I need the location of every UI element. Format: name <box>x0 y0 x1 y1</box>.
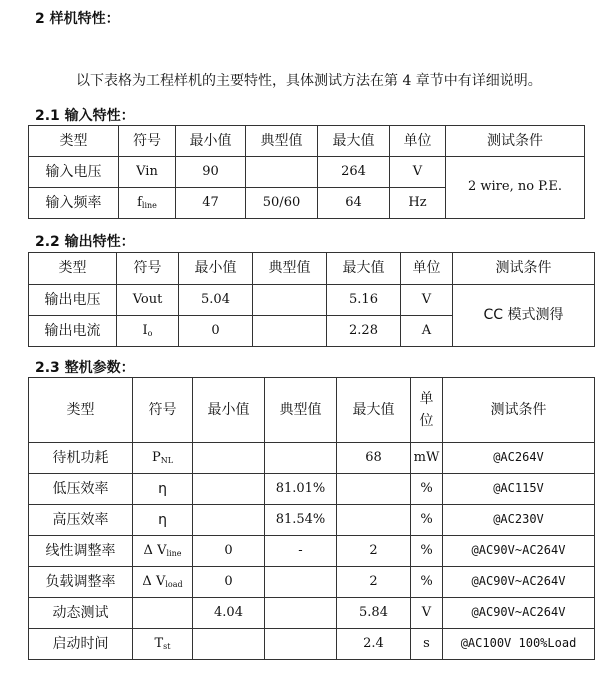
system-min <box>193 629 265 660</box>
input-typ: 50/60 <box>246 188 318 219</box>
header-typ: 典型值 <box>246 126 318 157</box>
system-unit: s <box>411 629 443 660</box>
system-symbol: Δ $V_{line}$ <box>133 536 193 567</box>
system-type: 启动时间 <box>29 629 133 660</box>
header-cond: 测试条件 <box>443 378 595 443</box>
output-typ <box>253 285 327 316</box>
header-max: 最大值 <box>318 126 390 157</box>
system-table <box>28 377 595 660</box>
system-conditions: @AC100V 100%Load <box>443 629 595 660</box>
system-type: 高压效率 <box>29 505 133 536</box>
system-max: 2 <box>337 567 411 598</box>
system-min <box>193 505 265 536</box>
output-unit: V <box>401 285 453 316</box>
system-type: 待机功耗 <box>29 443 133 474</box>
system-unit: % <box>411 505 443 536</box>
output-typ <box>253 316 327 347</box>
header-unit: 单 位 <box>411 378 443 443</box>
header-max: 最大值 <box>337 378 411 443</box>
system-symbol <box>133 598 193 629</box>
header-symbol: 符号 <box>133 378 193 443</box>
system-unit: mW <box>411 443 443 474</box>
system-symbol: η <box>133 474 193 505</box>
system-typ <box>265 629 337 660</box>
header-typ: 典型值 <box>265 378 337 443</box>
system-min <box>193 474 265 505</box>
system-min <box>193 443 265 474</box>
header-symbol: 符号 <box>117 253 179 285</box>
header-unit: 单位 <box>390 126 446 157</box>
system-typ <box>265 598 337 629</box>
output-min: 0 <box>179 316 253 347</box>
system-max: 2.4 <box>337 629 411 660</box>
input-section-title: 2.1 输入特性： <box>35 108 135 124</box>
output-conditions: CC 模式测得 <box>453 285 595 347</box>
input-conditions: 2 wire, no P.E. <box>446 157 585 219</box>
input-table <box>28 125 585 219</box>
system-max: 2 <box>337 536 411 567</box>
output-symbol: Vout <box>117 285 179 316</box>
input-min: 47 <box>176 188 246 219</box>
system-conditions: @AC90V~AC264V <box>443 598 595 629</box>
header-max: 最大值 <box>327 253 401 285</box>
system-symbol: $P_{NL}$ <box>133 443 193 474</box>
header-typ: 典型值 <box>253 253 327 285</box>
output-unit: A <box>401 316 453 347</box>
system-section-title: 2.3 整机参数： <box>35 360 135 376</box>
input-symbol: $f_{line}$ <box>119 188 176 219</box>
input-symbol: Vin <box>119 157 176 188</box>
system-unit: % <box>411 474 443 505</box>
system-symbol: $T_{st}$ <box>133 629 193 660</box>
system-unit: % <box>411 536 443 567</box>
system-typ: - <box>265 536 337 567</box>
system-min: 0 <box>193 567 265 598</box>
system-min: 4.04 <box>193 598 265 629</box>
output-min: 5.04 <box>179 285 253 316</box>
header-type: 类型 <box>29 126 119 157</box>
system-conditions: @AC115V <box>443 474 595 505</box>
input-max: 264 <box>318 157 390 188</box>
output-max: 5.16 <box>327 285 401 316</box>
system-conditions: @AC90V~AC264V <box>443 536 595 567</box>
system-unit: V <box>411 598 443 629</box>
system-max <box>337 474 411 505</box>
input-type: 输入电压 <box>29 157 119 188</box>
input-max: 64 <box>318 188 390 219</box>
input-typ <box>246 157 318 188</box>
output-table <box>28 252 595 347</box>
header-min: 最小值 <box>193 378 265 443</box>
system-type: 线性调整率 <box>29 536 133 567</box>
system-type: 负载调整率 <box>29 567 133 598</box>
header-min: 最小值 <box>176 126 246 157</box>
intro-paragraph: 以下表格为工程样机的主要特性，具体测试方法在第 4 章节中有详细说明。 <box>76 73 542 89</box>
system-conditions: @AC90V~AC264V <box>443 567 595 598</box>
header-min: 最小值 <box>179 253 253 285</box>
system-max: 68 <box>337 443 411 474</box>
system-min: 0 <box>193 536 265 567</box>
system-typ: 81.01% <box>265 474 337 505</box>
header-cond: 测试条件 <box>453 253 595 285</box>
system-symbol: η <box>133 505 193 536</box>
header-unit: 单位 <box>401 253 453 285</box>
system-type: 动态测试 <box>29 598 133 629</box>
system-unit: % <box>411 567 443 598</box>
header-cond: 测试条件 <box>446 126 585 157</box>
output-type: 输出电流 <box>29 316 117 347</box>
output-symbol: $I_o$ <box>117 316 179 347</box>
system-conditions: @AC230V <box>443 505 595 536</box>
system-typ: 81.54% <box>265 505 337 536</box>
header-type: 类型 <box>29 378 133 443</box>
input-min: 90 <box>176 157 246 188</box>
system-symbol: Δ $V_{load}$ <box>133 567 193 598</box>
system-max <box>337 505 411 536</box>
system-typ <box>265 567 337 598</box>
header-symbol: 符号 <box>119 126 176 157</box>
system-max: 5.84 <box>337 598 411 629</box>
input-unit: Hz <box>390 188 446 219</box>
header-type: 类型 <box>29 253 117 285</box>
output-section-title: 2.2 输出特性： <box>35 234 135 250</box>
input-unit: V <box>390 157 446 188</box>
system-conditions: @AC264V <box>443 443 595 474</box>
input-type: 输入频率 <box>29 188 119 219</box>
system-typ <box>265 443 337 474</box>
output-max: 2.28 <box>327 316 401 347</box>
section-title: 2 样机特性： <box>35 11 120 27</box>
system-type: 低压效率 <box>29 474 133 505</box>
output-type: 输出电压 <box>29 285 117 316</box>
